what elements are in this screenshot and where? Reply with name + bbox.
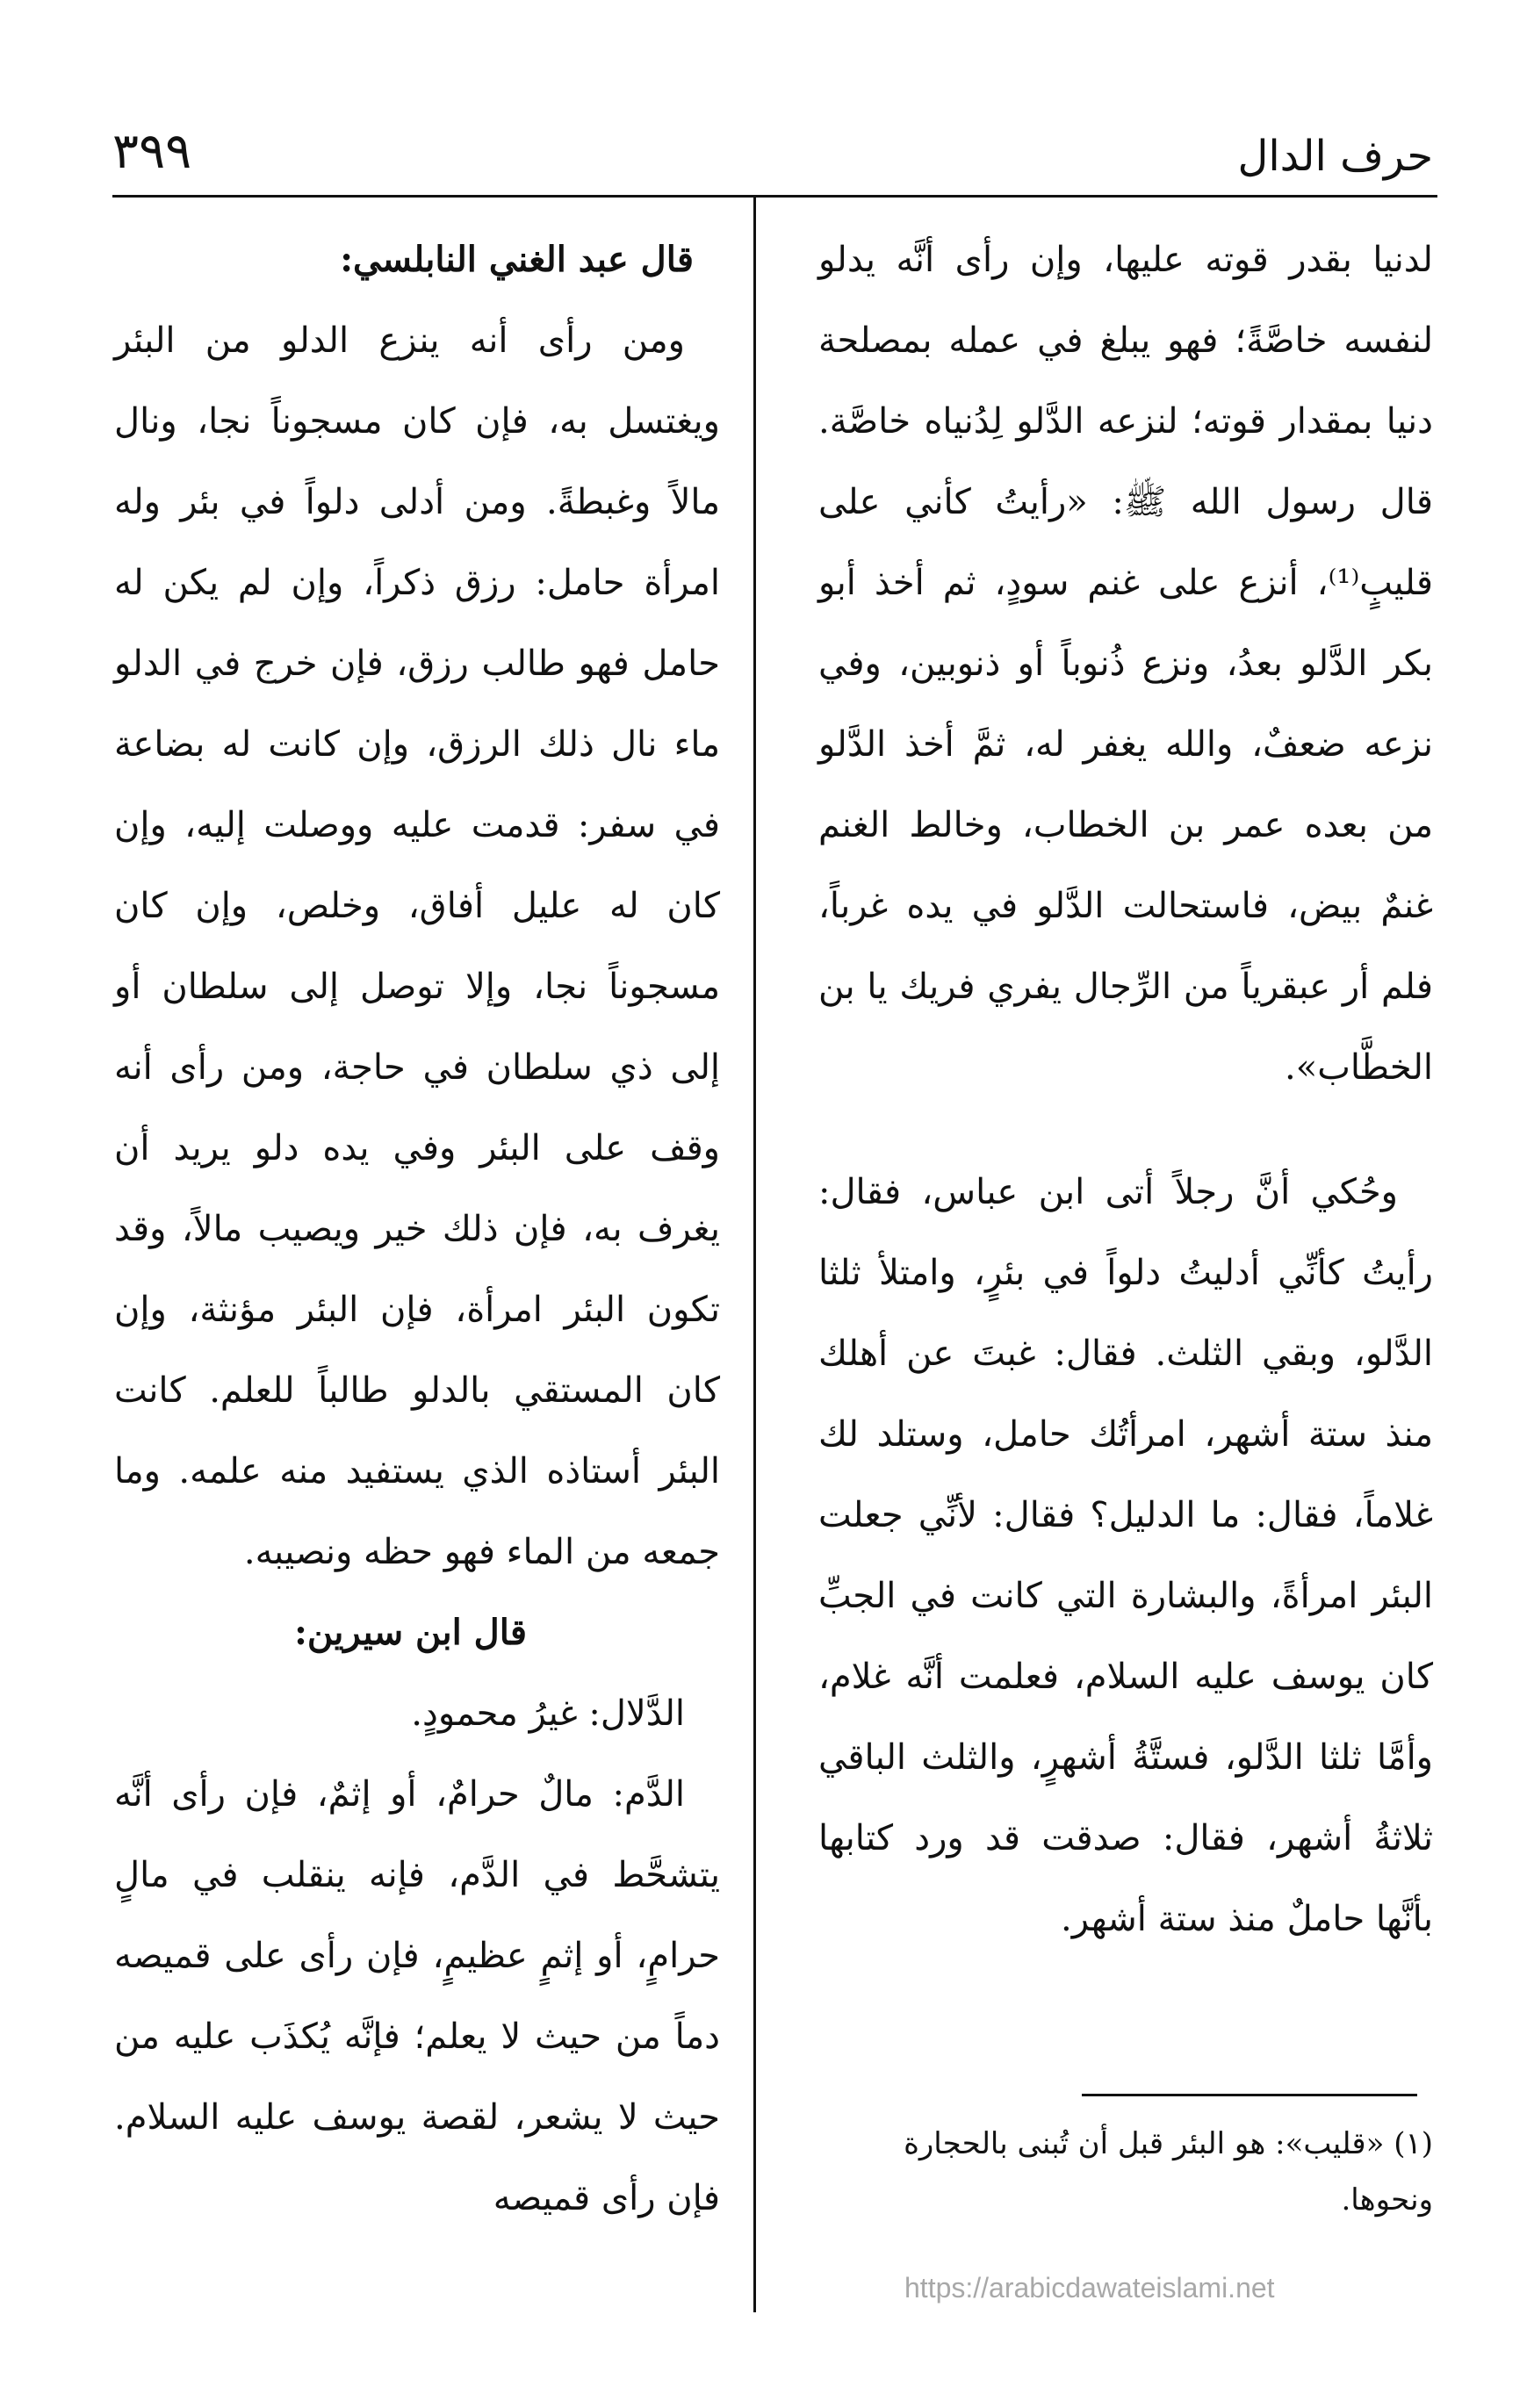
footnote: (١) «قليب»: هو البئر قبل أن تُبنى بالحجارة ونحوها. xyxy=(904,2126,1433,2218)
left-column xyxy=(114,219,720,2239)
header-divider xyxy=(112,195,1437,198)
right-column xyxy=(818,219,1433,1959)
heading-ibn-sirin: قال ابن سيرين: xyxy=(294,1612,527,1653)
footnote-divider xyxy=(1082,2094,1417,2096)
running-header-title: حرف الدال xyxy=(1237,132,1433,181)
right-paragraph-2: وحُكي أنَّ رجلاً أتى ابن عباس، فقال: رأيتُ كأنِّي أدليتُ دلواً في بئرٍ، وامتلأ ثلثا الدَّلو، وبقي الثلث. فقال: غبتَ عن أهلك منذ ستة أشهر، امرأتُك حامل، وستلد لك غلاماً، فقال: ما الدليل؟ فقال: لأنِّي جعلت البئر امرأةً، والبشارة التي كانت في الجبِّ كان يوسف عليه السلام، فعلمت أنَّه غلام، وأمَّا ثلثا الدَّلو، فستَّةُ أشهرٍ، والثلث الباقي ثلاثةُ أشهر، فقال: صدقت قد ورد كتابها بأنَّها حاملٌ منذ ستة أشهر. xyxy=(818,1172,1433,1939)
heading-nabulsi: قال عبد الغني النابلسي: xyxy=(340,239,694,280)
column-divider xyxy=(753,197,756,2312)
entry-dallal: الدَّلال: غيرُ محمودٍ. xyxy=(411,1693,685,1734)
watermark-url: https://arabicdawateislami.net xyxy=(904,2272,1275,2304)
right-paragraph-1: لدنيا بقدر قوته عليها، وإن رأى أنَّه يدلو لنفسه خاصَّةً؛ فهو يبلغ في عمله بمصلحة دنيا بمقدار قوته؛ لنزعه الدَّلو لِدُنياه خاصَّة. قال رسول الله ﷺ: «رأيتُ كأني على قليبٍ⁽¹⁾، أنزع على غنم سودٍ، ثم أخذ أبو بكر الدَّلو بعدُ، ونزع ذُنوباً أو ذنوبين، وفي نزعه ضعفٌ، والله يغفر له، ثمَّ أخذ الدَّلو من بعده عمر بن الخطاب، وخالط الغنم غنمٌ بيض، فاستحالت الدَّلو في يده غرباً، فلم أر عبقرياً من الرِّجال يفري فريك يا بن الخطَّاب». xyxy=(818,240,1433,1088)
page-number: ٣٩٩ xyxy=(112,123,192,180)
left-paragraph-1: ومن رأى أنه ينزع الدلو من البئر ويغتسل به، فإن كان مسجوناً نجا، ونال مالاً وغبطةً. ومن أدلى دلواً في بئر وله امرأة حامل: رزق ذكراً، وإن لم يكن له حامل فهو طالب رزق، فإن خرج في الدلو ماء نال ذلك الرزق، وإن كانت له بضاعة في سفر: قدمت عليه ووصلت إليه، وإن كان له عليل أفاق، وخلص، وإن كان مسجوناً نجا، وإلا توصل إلى سلطان أو إلى ذي سلطان في حاجة، ومن رأى أنه وقف على البئر وفي يده دلو يريد أن يغرف به، فإن ذلك خير ويصيب مالاً، وقد تكون البئر امرأة، فإن البئر مؤنثة، وإن كان المستقي بالدلو طالباً للعلم. كانت البئر أستاذه الذي يستفيد منه علمه. وما جمعه من الماء فهو حظه ونصيبه. xyxy=(114,320,720,1572)
entry-dam: الدَّم: مالٌ حرامٌ، أو إثمٌ، فإن رأى أنَّه يتشحَّط في الدَّم، فإنه ينقلب في مالٍ حرامٍ، أو إثمٍ عظيمٍ، فإن رأى على قميصه دماً من حيث لا يعلم؛ فإنَّه يُكذَب عليه من حيث لا يشعر، لقصة يوسف عليه السلام. فإن رأى قميصه xyxy=(114,1774,720,2218)
